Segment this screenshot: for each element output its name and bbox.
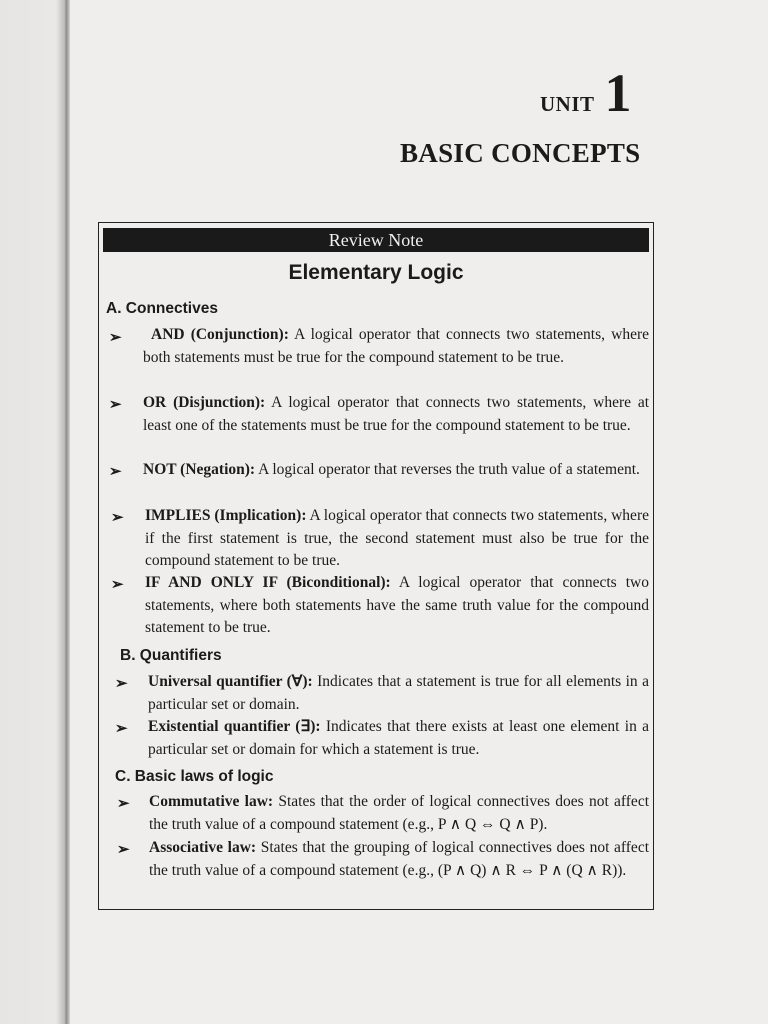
term-iff: IF AND ONLY IF (Biconditional): [145, 574, 391, 591]
list-item [149, 837, 649, 882]
unit-heading [540, 62, 632, 124]
term-or: OR (Disjunction): [143, 394, 266, 411]
definition-iff: A logical operator that connects two statements, where both statements have the same truth value for the compound statement to be true. [145, 574, 649, 637]
section-heading-basic-laws: C. Basic laws of logic [115, 768, 274, 785]
definition-commutative: States that the order of logical connectives does not affect the truth value of a compound statement (e.g., P ∧ Q ⇔ Q ∧ P). [149, 793, 650, 833]
bullet-icon: ➢ [111, 577, 124, 593]
review-note-title: Elementary Logic [288, 261, 464, 284]
book-spine-shadow [0, 0, 70, 1024]
term-not: NOT (Negation): [143, 461, 256, 478]
definition-and: A logical operator that connects two statements, where both statements must be true for the compound statement to be true. [143, 326, 649, 366]
term-commutative: Commutative law: [149, 793, 274, 810]
section-heading-quantifiers: B. Quantifiers [120, 647, 222, 664]
definition-not: A logical operator that reverses the truth value of a statement. [255, 461, 640, 478]
term-associative: Associative law: [149, 839, 257, 856]
bullet-icon: ➢ [109, 464, 122, 480]
bullet-icon: ➢ [109, 330, 122, 346]
bullet-icon: ➢ [115, 676, 128, 692]
bullet-icon: ➢ [109, 397, 122, 413]
list-item [145, 505, 649, 573]
unit-number: 1 [604, 63, 632, 123]
definition-universal: Indicates that a statement is true for all elements in a particular set or domain. [148, 673, 649, 713]
term-and: AND (Conjunction): [151, 326, 289, 343]
list-item [143, 392, 649, 437]
section-heading-connectives: A. Connectives [106, 300, 218, 317]
review-note-band: Review Note [103, 228, 649, 252]
unit-label: UNIT [540, 92, 595, 116]
bullet-icon: ➢ [117, 842, 130, 858]
definition-associative: States that the grouping of logical connectives does not affect the truth value of a compound statement (e.g., (P ∧ Q) ∧ R ⇔ P ∧ (Q ∧ R)). [149, 839, 650, 879]
definition-implies: A logical operator that connects two statements, where if the first statement is true, the second statement must also be true for the compound statement to be true. [145, 507, 649, 570]
list-item [145, 572, 649, 640]
list-item [143, 324, 649, 369]
term-universal: Universal quantifier (∀): [148, 673, 313, 690]
chapter-title: BASIC CONCEPTS [400, 138, 641, 168]
list-item [149, 791, 649, 836]
definition-existential: Indicates that there exists at least one element in a particular set or domain for which a statement is true. [148, 718, 650, 758]
term-existential: Existential quantifier (∃): [148, 718, 321, 735]
list-item [143, 459, 649, 482]
bullet-icon: ➢ [117, 796, 130, 812]
review-note-box [98, 222, 654, 910]
list-item [148, 671, 649, 716]
definition-or: A logical operator that connects two statements, where at least one of the statements must be true for the compound statement to be true. [143, 394, 650, 434]
bullet-icon: ➢ [115, 721, 128, 737]
bullet-icon: ➢ [111, 510, 124, 526]
list-item [148, 716, 649, 761]
term-implies: IMPLIES (Implication): [145, 507, 307, 524]
